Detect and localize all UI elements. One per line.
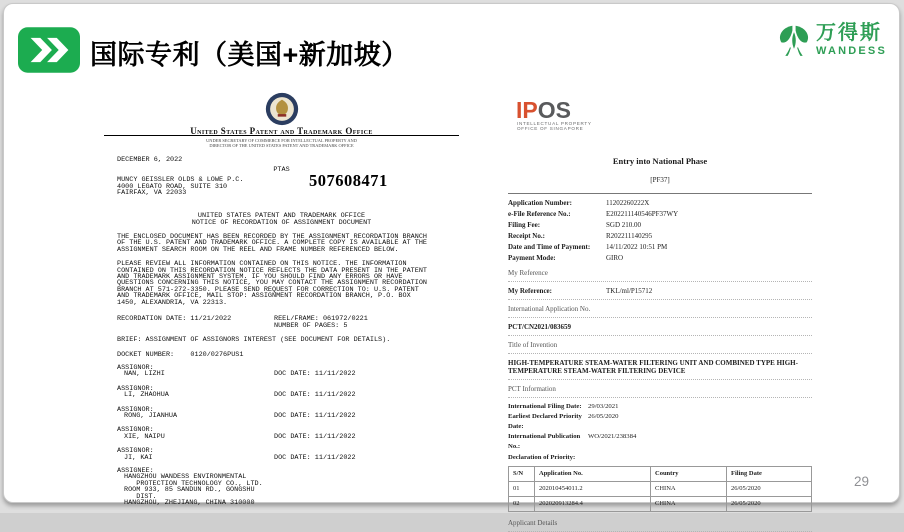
assignee-block — [117, 468, 459, 506]
assignee-line: PROTECTION TECHNOLOGY CO., LTD. — [124, 479, 263, 488]
field-value: 11202260222X — [606, 198, 650, 207]
pct-field-row — [508, 432, 812, 452]
brand-name-en: WANDESS — [815, 45, 887, 57]
assignee-line: ROOM 933, 85 SANDUN RD., GONGSHU — [124, 486, 255, 495]
ipos-logo-ip: IP — [516, 97, 538, 123]
cell-application-no: 202020913284.4 — [535, 496, 651, 511]
field-row — [508, 220, 812, 231]
field-row — [508, 253, 812, 264]
priority-table-header-row — [509, 466, 812, 481]
field-value: R202211140295 — [606, 231, 653, 240]
column-header: Application No. — [535, 466, 651, 481]
notice-paragraph: PLEASE REVIEW ALL INFORMATION CONTAINED ON THIS NOTICE. THE INFORMATION CONTAINED ON THIS RECORDATION NOTICE REFLECTS THE DATA PRESENT IN THE PATENT AND TRADEMARK ASSIGNMENT SYSTEM. IF YOU SHOULD FIND ANY ERRORS OR HAVE QUESTIONS CONCERNING THIS NOTICE, YOU MAY CONTACT THE ASSIGNMENT RECORDATION BRANCH AT 571-272-3350. PLEASE SEND REQUEST FOR CORRECTION TO: U.S. PATENT AND TRADEMARK OFFICE, MAIL STOP: ASSIGNMENT RECORDATION BRANCH, P.O. BOX 1450, ALEXANDRIA, VA 22313. — [117, 260, 427, 307]
section-header-applicant-details: Applicant Details — [508, 512, 812, 532]
assignee-label: ASSIGNEE: — [117, 466, 154, 475]
reel-frame: REEL/FRAME: 061972/0221 — [274, 315, 368, 324]
ipos-logo — [516, 99, 812, 132]
field-row — [508, 209, 812, 220]
number-of-pages: NUMBER OF PAGES: 5 — [274, 321, 348, 330]
wandess-leaf-icon — [775, 20, 813, 60]
field-label: Filing Fee: — [508, 220, 541, 229]
ipos-tagline: OFFICE OF SINGAPORE — [517, 126, 584, 132]
notice-title-line: NOTICE OF RECORDATION OF ASSIGNMENT DOCUMENT — [191, 218, 372, 227]
double-chevron-icon — [18, 27, 80, 73]
wandess-logo — [775, 20, 887, 60]
ipos-document — [508, 89, 812, 532]
section-header-intl-application: International Application No. — [508, 300, 812, 318]
addressee-line: 4000 LEGATO ROAD, SUITE 310 — [117, 182, 228, 191]
cell-filing-date: 26/05/2020 — [727, 496, 812, 511]
ipos-tagline: INTELLECTUAL PROPERTY — [517, 121, 592, 126]
assignor-label: ASSIGNOR: — [117, 384, 154, 393]
assignor-block — [117, 448, 459, 461]
uspto-office-name: United States Patent and Trademark Office — [104, 128, 459, 136]
letter-date: DECEMBER 6, 2022 — [117, 156, 183, 165]
declaration-of-priority-label: Declaration of Priority: — [508, 453, 576, 461]
addressee-line: MUNCY GEISSLER OLDS & LOWE P.C. — [117, 176, 244, 185]
pct-field-label: Earliest Declared Priority Date: — [508, 412, 582, 430]
assignor-doc-date: DOC DATE: 11/11/2022 — [274, 453, 356, 462]
priority-table — [508, 466, 812, 512]
pct-field-value: WO/2021/238384 — [588, 432, 637, 440]
assignor-name: XIE, NAIPU — [124, 432, 165, 441]
cell-country: CHINA — [651, 496, 727, 511]
assignor-label: ASSIGNOR: — [117, 405, 154, 414]
page-number: 29 — [853, 474, 869, 489]
brand-text — [816, 23, 887, 57]
assignor-doc-date: DOC DATE: 11/11/2022 — [274, 391, 356, 400]
brief-line: BRIEF: ASSIGNMENT OF ASSIGNORS INTEREST (SEE DOCUMENT FOR DETAILS). — [117, 336, 391, 345]
field-value: GIRO — [606, 253, 624, 262]
payment-fields — [508, 198, 812, 264]
brand-name-cn: 万得斯 — [815, 22, 882, 44]
pct-fields — [508, 402, 812, 464]
assignor-block — [117, 365, 459, 378]
cell-sn: 02 — [509, 496, 535, 511]
field-label: e-File Reference No.: — [508, 209, 571, 218]
pct-field-row — [508, 402, 812, 412]
reel-frame-block — [274, 316, 368, 329]
notice-paragraph: THE ENCLOSED DOCUMENT HAS BEEN RECORDED BY THE ASSIGNMENT RECORDATION BRANCH OF THE U.S. PATENT AND TRADEMARK OFFICE. A COMPLETE COPY IS AVAILABLE AT THE ASSIGNMENT SEARCH ROOM ON THE REEL AND FRAME NUMBER REFERENCED BELOW. — [117, 233, 427, 254]
field-row — [508, 242, 812, 253]
assignor-block — [117, 386, 459, 399]
my-reference-label: My Reference: — [508, 286, 552, 295]
column-header: Filing Date — [727, 466, 812, 481]
intl-application-number: PCT/CN2021/083659 — [508, 318, 812, 336]
addressee-block — [117, 171, 459, 199]
docket-number: DOCKET NUMBER: 0120/0276PUS1 — [117, 350, 244, 359]
assignor-label: ASSIGNOR: — [117, 363, 154, 372]
my-reference-row — [508, 282, 812, 300]
column-header: S/N — [509, 466, 535, 481]
divider — [508, 193, 812, 194]
recordation-row — [117, 316, 459, 329]
field-label: Application Number: — [508, 198, 572, 207]
section-header-my-reference: My Reference — [508, 264, 812, 282]
pct-field-label: International Publication No.: — [508, 432, 581, 450]
my-reference-value: TKL/ml/P15712 — [606, 286, 653, 295]
uspto-office-subline: DIRECTOR OF THE UNITED STATES PATENT AND TRADEMARK OFFICE — [209, 143, 354, 149]
column-header: Country — [651, 466, 727, 481]
cell-sn: 01 — [509, 481, 535, 496]
pct-field-label: International Filing Date: — [508, 402, 582, 410]
section-header-pct-information: PCT Information — [508, 380, 812, 398]
pct-field-value: 26/05/2020 — [588, 412, 619, 420]
field-row — [508, 231, 812, 242]
ipos-logo-os: OS — [537, 97, 571, 123]
ipos-logo-icon — [516, 99, 812, 121]
uspto-seal-icon — [265, 92, 299, 126]
pct-field-value: 29/03/2021 — [588, 402, 619, 410]
cell-filing-date: 26/05/2020 — [727, 481, 812, 496]
slide-card — [3, 3, 900, 527]
field-value: SGD 210.00 — [606, 220, 642, 229]
field-label: Payment Mode: — [508, 253, 556, 262]
assignor-block — [117, 427, 459, 440]
assignee-line: HANGZHOU WANDESS ENVIRONMENTAL — [124, 473, 247, 482]
table-row — [509, 496, 812, 511]
assignor-doc-date: DOC DATE: 11/11/2022 — [274, 432, 356, 441]
assignor-block — [117, 407, 459, 420]
uspto-office-subline: UNDER SECRETARY OF COMMERCE FOR INTELLECTUAL PROPERTY AND — [206, 138, 357, 144]
confirmation-number: 507608471 — [309, 171, 388, 191]
field-label: Date and Time of Payment: — [508, 242, 591, 251]
form-code: [PF37] — [650, 175, 670, 184]
section-header-title-of-invention: Title of Invention — [508, 336, 812, 354]
invention-title: HIGH-TEMPERATURE STEAM-WATER FILTERING UNIT AND COMBINED TYPE HIGH-TEMPERATURE STEAM-WATER FILTERING DEVICE — [508, 354, 812, 380]
ptas-label: PTAS — [273, 165, 290, 174]
assignor-doc-date: DOC DATE: 11/11/2022 — [274, 370, 356, 379]
field-value: 14/11/2022 10:51 PM — [606, 242, 668, 251]
uspto-document — [104, 90, 459, 506]
table-row — [509, 481, 812, 496]
assignor-name: NAN, LIZHI — [124, 370, 165, 379]
notice-title-line: UNITED STATES PATENT AND TRADEMARK OFFICE — [197, 212, 366, 221]
assignee-line: DIST. — [124, 492, 157, 501]
page-title: 国际专利（美国+新加坡） — [90, 40, 409, 70]
cell-country: CHINA — [651, 481, 727, 496]
pct-field-row — [508, 412, 812, 432]
assignee-line: HANGZHOU, ZHEJIANG, CHINA 310000 — [124, 499, 255, 507]
field-label: Receipt No.: — [508, 231, 545, 240]
assignor-doc-date: DOC DATE: 11/11/2022 — [274, 411, 356, 420]
assignor-label: ASSIGNOR: — [117, 447, 154, 456]
assignor-name: RONG, JIANHUA — [124, 411, 178, 420]
recordation-date: RECORDATION DATE: 11/21/2022 — [117, 315, 232, 324]
field-value: E202211140546PF37WY — [606, 209, 679, 218]
addressee-lines — [117, 171, 459, 198]
assignor-label: ASSIGNOR: — [117, 426, 154, 435]
field-row — [508, 198, 812, 209]
addressee-line: FAIRFAX, VA 22033 — [117, 189, 187, 198]
assignor-name: LI, ZHAOHUA — [124, 391, 169, 400]
assignor-name: JI, KAI — [124, 453, 153, 462]
form-title: Entry into National Phase — [612, 155, 708, 166]
cell-application-no: 202010454011.2 — [535, 481, 651, 496]
